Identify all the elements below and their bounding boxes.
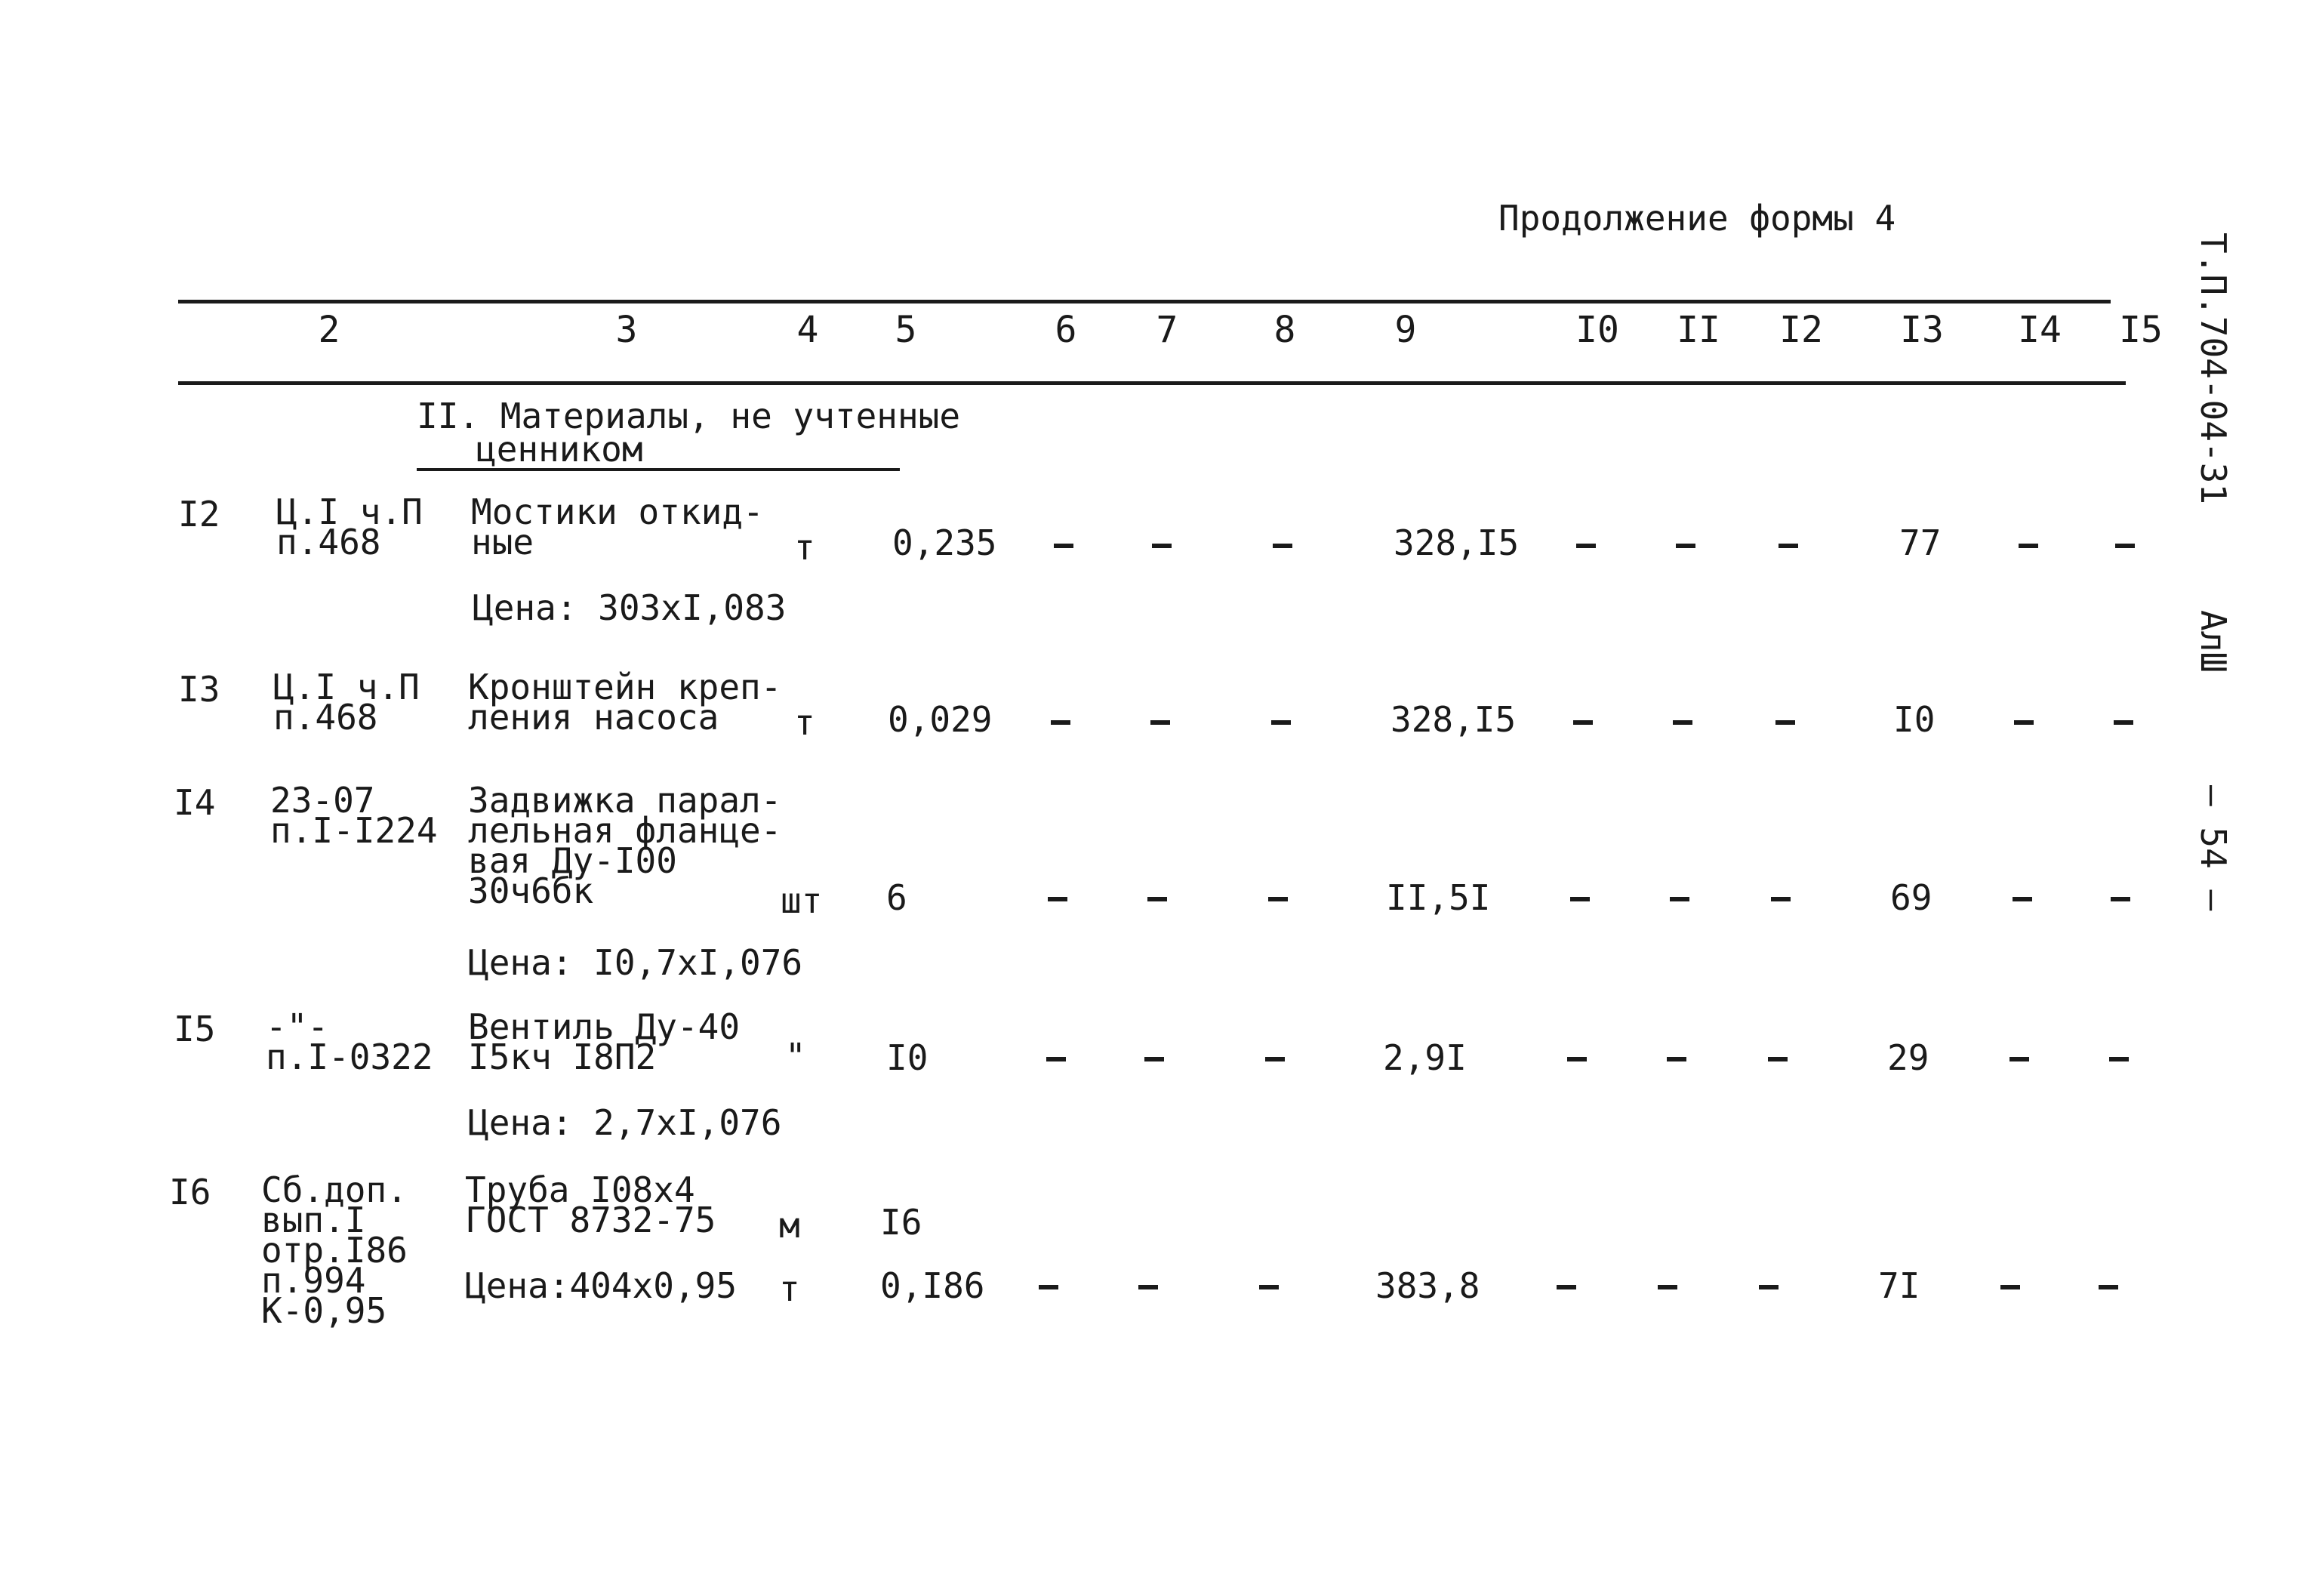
row-total: I0 [1893,699,1936,740]
column-header: I2 [1779,309,1823,351]
empty-cell-dash [1759,1285,1779,1289]
empty-cell-dash [1054,544,1073,548]
empty-cell-dash [1567,1057,1587,1061]
column-header: 7 [1156,309,1178,351]
row-price-note: Цена:404x0,95 [465,1265,738,1306]
column-header: 9 [1394,309,1417,351]
empty-cell-dash [2111,897,2130,901]
page-title: Продолжение формы 4 [1498,198,1896,239]
row-number: I5 [174,1009,216,1049]
row-price: II,5I [1386,877,1491,918]
empty-cell-dash [1771,897,1791,901]
row-quantity: 0,029 [888,699,993,740]
empty-cell-dash [1676,544,1695,548]
row-price-note: Цена: 303xI,083 [473,587,787,628]
empty-cell-dash [1576,544,1596,548]
row-reference: Ц.I ч.П п.468 [273,667,420,738]
empty-cell-dash [1673,720,1692,725]
row-unit-secondary: т [779,1268,800,1309]
album-label: АлШ [2193,610,2234,673]
row-unit: м [779,1205,800,1246]
empty-cell-dash [1147,897,1167,901]
document-code: Т.П.704-04-31 [2193,233,2234,505]
empty-cell-dash [1144,1057,1164,1061]
empty-cell-dash [1265,1057,1285,1061]
row-unit: шт [781,880,823,921]
empty-cell-dash [1138,1285,1158,1289]
row-reference: -"- п.I-0322 [266,1006,433,1077]
row-quantity: 6 [886,877,907,918]
empty-cell-dash [2099,1285,2118,1289]
row-unit: т [794,702,815,743]
row-number: I2 [178,494,220,535]
row-reference: 23-07 п.I-I224 [270,780,438,851]
row-total: 7I [1878,1265,1920,1306]
empty-cell-dash [2013,897,2032,901]
row-quantity-secondary: 0,I86 [880,1265,985,1306]
empty-cell-dash [1268,897,1288,901]
row-quantity: 0,235 [892,522,997,563]
row-material-name: Мостики откид- ные [471,491,764,562]
empty-cell-dash [1667,1057,1686,1061]
section-title-line2: ценником [417,432,900,471]
empty-cell-dash [1259,1285,1279,1289]
column-header: I3 [1900,309,1944,351]
empty-cell-dash [1658,1285,1677,1289]
row-total: 29 [1887,1037,1929,1078]
row-unit: т [794,527,815,568]
section-title: II. Материалы, не учтенные [417,396,961,436]
empty-cell-dash [2009,1057,2029,1061]
empty-cell-dash [1570,897,1590,901]
empty-cell-dash [1150,720,1170,725]
column-header: 2 [318,309,340,351]
empty-cell-dash [1046,1057,1066,1061]
table-header-bottom-rule [178,381,2126,385]
row-price: 2,9I [1383,1037,1467,1078]
empty-cell-dash [1670,897,1689,901]
row-number: I6 [169,1172,211,1212]
empty-cell-dash [1273,544,1292,548]
column-header: I0 [1575,309,1619,351]
empty-cell-dash [1775,720,1795,725]
row-material-name: Вентиль Ду-40 I5кч I8П2 [468,1006,741,1077]
row-quantity: I0 [886,1037,929,1078]
row-total: 77 [1899,522,1942,563]
column-header: II [1677,309,1720,351]
row-quantity: I6 [880,1202,922,1243]
row-reference: Ц.I ч.П п.468 [276,491,423,562]
row-price-note: Цена: 2,7xI,076 [468,1102,782,1143]
row-unit: " [785,1036,806,1077]
empty-cell-dash [1573,720,1593,725]
page-number: — 54 — [2193,785,2234,911]
row-material-name: Задвижка парал- лельная фланце- вая Ду-I00 30ч6бк [468,780,782,911]
column-header: 8 [1273,309,1296,351]
empty-cell-dash [2109,1057,2129,1061]
empty-cell-dash [2115,544,2135,548]
column-header: 5 [895,309,917,351]
row-price-note: Цена: I0,7xI,076 [468,942,803,983]
empty-cell-dash [1557,1285,1576,1289]
empty-cell-dash [1152,544,1172,548]
empty-cell-dash [1039,1285,1058,1289]
empty-cell-dash [2114,720,2133,725]
column-header: 6 [1055,309,1077,351]
empty-cell-dash [1779,544,1798,548]
empty-cell-dash [1768,1057,1788,1061]
empty-cell-dash [1048,897,1067,901]
column-header: I4 [2018,309,2062,351]
row-total: 69 [1890,877,1932,918]
empty-cell-dash [2014,720,2034,725]
column-header: 4 [796,309,819,351]
column-header: I5 [2119,309,2163,351]
empty-cell-dash [2019,544,2038,548]
column-header: 3 [615,309,638,351]
row-material-name: Труба I08x4 ГОСТ 8732-75 [465,1169,716,1240]
row-reference: Сб.доп. вып.I отр.I86 п.994 К-0,95 [261,1169,408,1331]
table-top-rule [178,300,2111,303]
row-material-name: Кронштейн креп- ления насоса [468,667,782,738]
row-price: 328,I5 [1394,522,1520,563]
empty-cell-dash [1051,720,1070,725]
empty-cell-dash [1271,720,1291,725]
row-number: I3 [178,669,220,710]
empty-cell-dash [2000,1285,2020,1289]
row-price: 328,I5 [1390,699,1517,740]
row-price: 383,8 [1375,1265,1480,1306]
row-number: I4 [174,782,216,823]
